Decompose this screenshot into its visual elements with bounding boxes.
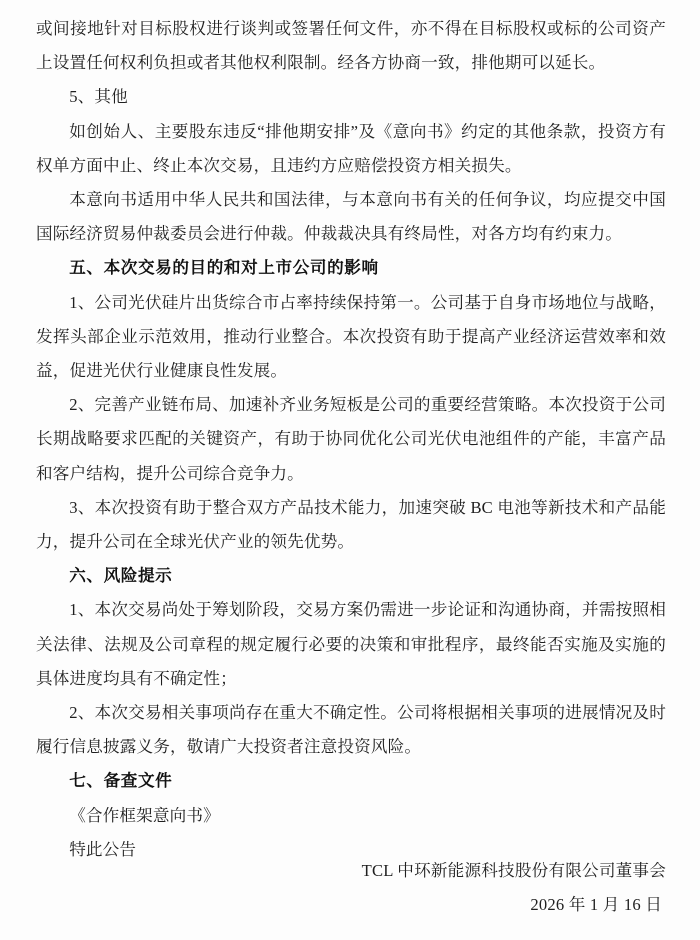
- reference-document-title: 《合作框架意向书》: [69, 805, 220, 825]
- item-5-label: 5、其他: [69, 87, 128, 107]
- section-six-paragraph-1: 1、本次交易尚处于筹划阶段，交易方案仍需进一步论证和沟通协商，并需按照相关法律、法规及公司章程的规定履行必要的决策和审批程序，最终能否实施及实施的具体进度均具有不确定性；: [36, 600, 666, 688]
- document-body: [36, 12, 666, 867]
- section-five-paragraph-1: 1、公司光伏硅片出货综合市占率持续保持第一。公司基于自身市场地位与战略，发挥头部企业示范效用，推动行业整合。本次投资有助于提高产业经济运营效率和效益，促进光伏行业健康良性发展。: [36, 292, 666, 381]
- signature-organization: TCL 中环新能源科技股份有限公司董事会: [361, 860, 666, 880]
- item-5-paragraph-1: 如创始人、主要股东违反“排他期安排”及《意向书》约定的其他条款，投资方有权单方面中止、终止本次交易，且违约方应赔偿投资方相关损失。: [36, 121, 666, 175]
- item-5-paragraph-2: 本意向书适用中华人民共和国法律，与本意向书有关的任何争议，均应提交中国国际经济贸易仲裁委员会进行仲裁。仲裁裁决具有终局性，对各方均有约束力。: [36, 190, 666, 244]
- section-six-paragraph-2: 2、本次交易相关事项尚存在重大不确定性。公司将根据相关事项的进展情况及时履行信息披露义务，敬请广大投资者注意投资风险。: [36, 703, 666, 757]
- continued-paragraph: 或间接地针对目标股权进行谈判或签署任何文件，亦不得在目标股权或标的公司资产上设置任何权利负担或者其他权利限制。经各方协商一致，排他期可以延长。: [36, 19, 666, 73]
- signature-block: [362, 854, 666, 922]
- section-heading-five: 五、本次交易的目的和对上市公司的影响: [69, 258, 379, 278]
- section-five-paragraph-3: 3、本次投资有助于整合双方产品技术能力，加速突破 BC 电池等新技术和产品能力，提升公司在全球光伏产业的领先优势。: [36, 497, 666, 552]
- signature-date: 2026 年 1 月 16 日: [530, 894, 662, 914]
- closing-statement: 特此公告: [69, 839, 137, 859]
- section-heading-six: 六、风险提示: [69, 566, 173, 586]
- section-heading-seven: 七、备查文件: [69, 771, 173, 791]
- section-five-paragraph-2: 2、完善产业链布局、加速补齐业务短板是公司的重要经营策略。本次投资于公司长期战略要求匹配的关键资产，有助于协同优化公司光伏电池组件的产能，丰富产品和客户结构，提升公司综合竞争力。: [36, 395, 666, 483]
